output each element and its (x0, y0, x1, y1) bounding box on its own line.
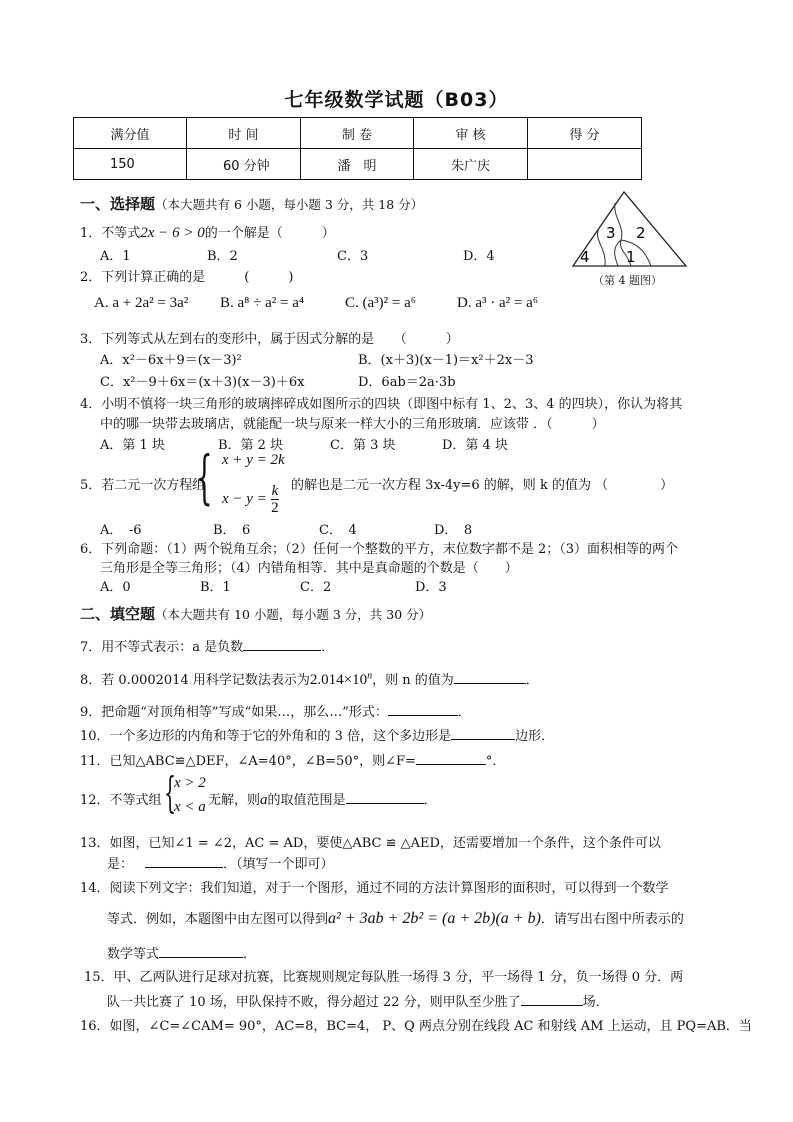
q4-option-a: A．第 1 块 (100, 438, 165, 453)
question-text: 一个多边形的内角和等于它的外角和的 3 倍，这个多边形是 (109, 729, 452, 744)
denominator: 2 (271, 500, 279, 516)
question-text: 队一共比赛了 10 场，甲队保持不败，得分超过 22 分，则甲队至少胜了 (107, 995, 521, 1010)
question-12-post (208, 789, 437, 809)
question-number: 5． (80, 478, 102, 493)
q1-option-c: C．3 (337, 249, 369, 264)
question-5-post: 的解也是二元一次方程 3x-4y=6 的解，则 k 的值为 （ ） (291, 478, 674, 493)
math-expression: a² + 3ab + 2b² = (a + 2b)(a + b) (328, 910, 541, 927)
question-number: 9． (80, 705, 102, 720)
value-time: 60 分钟 (187, 149, 301, 180)
q3-option-d: D．6ab＝2a·3b (358, 375, 456, 390)
question-number: 4． (80, 397, 102, 412)
question-text: 不等式 (101, 226, 141, 241)
q6-option-a: A．0 (100, 580, 131, 595)
question-text: 若 0.0002014 用科学记数法表示为 (101, 673, 310, 688)
punctuation: ． (321, 640, 335, 655)
question-text: 阅读下列文字：我们知道，对于一个图形，通过不同的方法计算图形的面积时，可以得到一个数学 (109, 881, 669, 896)
q5-equation-1: x + y = 2k (222, 452, 285, 468)
q5-option-c: C． 4 (319, 523, 357, 538)
math-variable: a (260, 792, 268, 808)
q3-option-a: A．x²－6x＋9＝(x－3)² (100, 353, 242, 368)
exponent: n (367, 670, 373, 682)
question-16 (80, 1015, 752, 1034)
q2-option-c: C. (a³)² = a⁶ (345, 295, 416, 311)
answer-blank[interactable] (145, 855, 223, 868)
question-13-line2 (107, 853, 334, 872)
question-number: 1． (80, 226, 102, 241)
question-number: 13． (80, 836, 110, 851)
question-text: ．（填写一个即可） (223, 857, 334, 872)
question-text: ，则 n 的值为 (372, 673, 454, 688)
question-5 (80, 474, 205, 493)
question-15 (84, 966, 683, 985)
question-12 (80, 789, 162, 808)
q4-option-d: D．第 4 块 (442, 438, 508, 453)
punctuation: 边形． (515, 729, 555, 744)
q4-figure-caption: （第 4 题图） (593, 274, 662, 287)
question-4-line2: 中的哪一块带去玻璃店，就能配一块与原来一样大小的三角形玻璃．应该带 ．（ ） (100, 417, 605, 432)
question-text: 如图，∠C=∠CAM= 90°，AC=8，BC=4， P、Q 两点分别在线段 AC 和射线 AM 上运动，且 PQ=AB．当 (109, 1019, 752, 1034)
math-expression: 2x − 6 > 0 (140, 225, 205, 241)
header-time: 时 间 (187, 118, 301, 149)
question-2 (80, 266, 293, 285)
answer-blank[interactable] (159, 945, 243, 958)
q2-option-b: B. a⁸ ÷ a² = a⁴ (220, 295, 305, 311)
svg-text:4: 4 (580, 248, 590, 266)
question-text: 小明不慎将一块三角形的玻璃摔碎成如图所示的四块（即图中标有 1、2、3、4 的四块），你认为将其 (101, 397, 683, 412)
q3-option-c: C．x²－9＋6x＝(x＋3)(x－3)＋6x (100, 375, 305, 390)
question-number: 15． (84, 970, 114, 985)
answer-blank[interactable] (416, 752, 486, 765)
question-number: 10． (80, 729, 110, 744)
question-14-line2 (107, 908, 684, 928)
question-text: 如图，已知∠1 = ∠2，AC = AD，要使△ABC ≌ △AED，还需要增加一个条件，这个条件可以 (109, 836, 661, 851)
question-text: 无解，则 (208, 793, 261, 808)
question-text: 把命题“对顶角相等”写成“如果…，那么…”形式： (101, 705, 388, 720)
question-text: ．请写出右图中所表示的 (540, 912, 684, 927)
question-text: 的一个解是（ ） (204, 226, 335, 241)
question-10 (80, 725, 554, 744)
question-8 (80, 669, 539, 689)
q12-brace: { (164, 768, 177, 817)
question-number: 14． (80, 881, 110, 896)
question-text: 不等式组 (109, 793, 162, 808)
q5-brace: { (196, 443, 213, 511)
info-header-row (74, 118, 642, 149)
q12-inequality-2: x < a (174, 799, 206, 815)
punctuation: ． (525, 673, 539, 688)
question-text: 用不等式表示：a 是负数 (101, 640, 244, 655)
question-text: 甲、乙两队进行足球对抗赛，比赛规则规定每队胜一场得 3 分，平一场得 1 分，负一场得 0 分．两 (113, 970, 684, 985)
question-4 (80, 393, 682, 412)
value-author: 潘 明 (301, 149, 414, 180)
question-13 (80, 832, 661, 851)
question-text: 的取值范围是 (267, 793, 346, 808)
math-expression: 2.014×10 (309, 672, 368, 688)
question-number: 12． (80, 793, 110, 808)
punctuation: 场． (582, 995, 609, 1010)
svg-text:1: 1 (626, 248, 636, 266)
q2-option-a: A. a + 2a² = 3a² (94, 295, 189, 311)
punctuation: ． (457, 705, 471, 720)
value-reviewer: 朱广庆 (414, 149, 528, 180)
question-text: 等式．例如，本题图中由左图可以得到 (107, 912, 329, 927)
q4-option-c: C．第 3 块 (330, 438, 396, 453)
question-6 (80, 538, 678, 557)
q1-option-d: D．4 (463, 249, 495, 264)
value-score[interactable] (528, 149, 642, 180)
page-title: 七年级数学试题（B03） (284, 89, 509, 111)
punctuation: ． (243, 947, 257, 962)
section-2-heading (80, 603, 431, 624)
q5-option-d: D． 8 (434, 523, 473, 538)
answer-blank[interactable] (451, 727, 515, 740)
q5-option-b: B． 6 (213, 523, 251, 538)
question-text: 若二元一次方程组 (101, 478, 206, 493)
question-1 (80, 222, 335, 242)
q1-option-a: A．1 (100, 249, 131, 264)
header-full-score: 满分值 (74, 118, 187, 149)
section-1-note: （本大题共有 6 小题，每小题 3 分，共 18 分） (155, 197, 424, 212)
answer-blank[interactable] (388, 703, 458, 716)
question-6-line2: 三角形是全等三角形；（4）内错角相等．其中是真命题的个数是（ ） (100, 561, 518, 576)
question-text: 是： (107, 857, 134, 872)
q5-equation-2 (222, 483, 279, 516)
question-text: 下列命题：（1）两个锐角互余；（2）任何一个整数的平方，末位数字都不是 2；（3）面积相等的两个 (101, 542, 678, 557)
q2-option-d: D. a³ · a² = a⁶ (457, 295, 538, 311)
header-reviewer: 审 核 (414, 118, 528, 149)
fraction (271, 483, 280, 516)
question-text: 数学等式 (107, 947, 160, 962)
question-14 (80, 877, 669, 896)
header-author: 制 卷 (301, 118, 414, 149)
question-number: 2． (80, 270, 102, 285)
question-15-line2 (107, 991, 609, 1010)
question-number: 11． (80, 754, 110, 769)
answer-blank[interactable] (521, 993, 583, 1006)
header-score: 得 分 (528, 118, 642, 149)
question-text: 已知△ABC≌△DEF，∠A=40°，∠B=50°，则∠F= (109, 754, 416, 769)
question-number: 7． (80, 640, 102, 655)
question-text: 下列计算正确的是 ( ) (101, 270, 294, 285)
info-table (73, 117, 642, 180)
question-number: 16． (80, 1019, 110, 1034)
question-7 (80, 636, 334, 655)
question-text: 下列等式从左到右的变形中，属于因式分解的是 （ ） (101, 332, 459, 347)
q1-option-b: B．2 (207, 249, 238, 264)
section-1-heading (80, 193, 423, 214)
question-number: 3． (80, 332, 102, 347)
section-2-title: 二、填空题 (80, 605, 156, 623)
punctuation: ． (423, 793, 437, 808)
question-9 (80, 701, 471, 720)
q4-option-b: B．第 2 块 (218, 438, 284, 453)
q12-inequality-1: x > 2 (174, 775, 206, 791)
answer-blank[interactable] (454, 671, 526, 684)
q3-option-b: B．(x＋3)(x－1)＝x²＋2x－3 (358, 353, 534, 368)
numerator: k (271, 483, 279, 499)
svg-text:2: 2 (636, 224, 646, 242)
q6-option-c: C．2 (300, 580, 332, 595)
question-number: 6． (80, 542, 102, 557)
eq-left: x − y = (222, 490, 267, 507)
q6-option-d: D．3 (415, 580, 447, 595)
section-1-title: 一、选择题 (80, 195, 156, 213)
answer-blank[interactable] (243, 638, 321, 651)
info-value-row (74, 149, 642, 180)
question-11 (80, 750, 505, 769)
punctuation: °． (485, 754, 506, 769)
q5-option-a: A． -6 (100, 523, 142, 538)
value-full-score: 150 (74, 149, 187, 180)
question-number: 8． (80, 673, 102, 688)
svg-text:3: 3 (606, 224, 616, 242)
answer-blank[interactable] (346, 791, 424, 804)
question-3 (80, 328, 459, 347)
q6-option-b: B．1 (200, 580, 231, 595)
question-14-line3 (107, 943, 256, 962)
section-2-note: （本大题共有 10 小题，每小题 3 分，共 30 分） (155, 607, 432, 622)
